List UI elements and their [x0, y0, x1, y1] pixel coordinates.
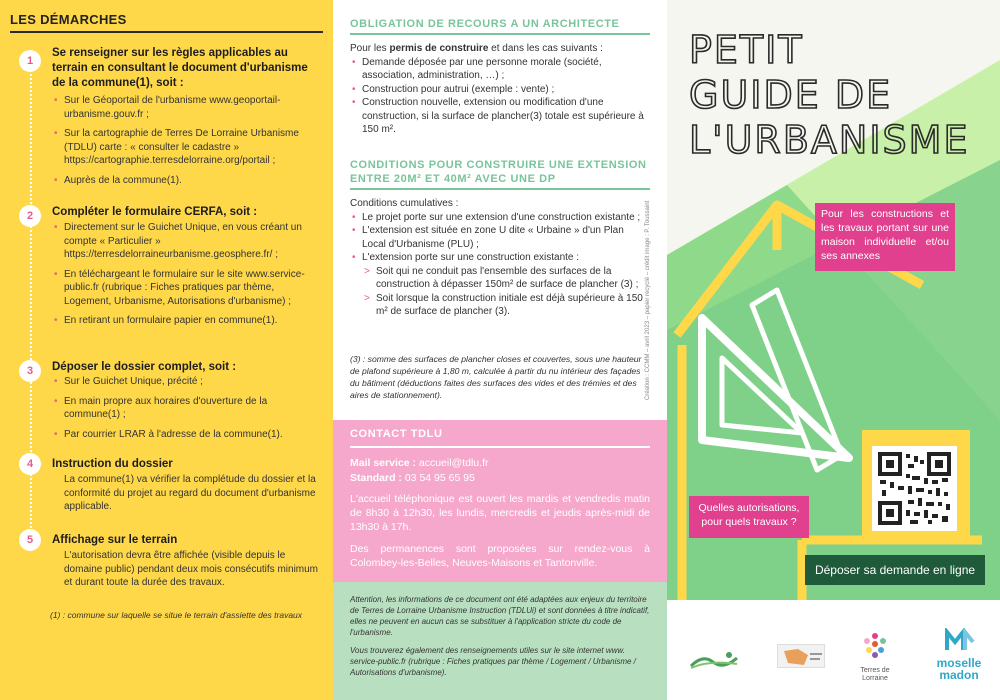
mail-link[interactable]: accueil@tdlu.fr [418, 457, 489, 469]
extension-item: • L'extension est située en zone U dite « Urbaine » d'un Plan Local d'Urbanisme (PLU) ; [350, 224, 650, 251]
step-number: 4 [19, 453, 41, 475]
contact-permanences: Des permanences sont proposées sur rendez-vous à Colombey-les-Belles, Neuves-Maisons et Tantonville. [350, 543, 650, 569]
step-number: 1 [19, 50, 41, 72]
step-title: Se renseigner sur les règles applicables au terrain en consultant le document d'urbanisme de la commune(1), soit : [52, 47, 308, 89]
step-title: Affichage sur le terrain [52, 534, 178, 546]
title-line: CONDITIONS POUR CONSTRUIRE UNE EXTENSION [350, 159, 647, 171]
logo-text: Terres de Lorraine [860, 667, 890, 682]
title-line: ENTRE 20M² ET 40M² AVEC UNE DP [350, 173, 556, 185]
title-line: PETIT [689, 28, 804, 72]
cover-title [689, 28, 969, 163]
logo-line: moselle [936, 656, 982, 670]
extension-section-body [350, 197, 650, 319]
intro-bold: permis de construire [389, 43, 489, 54]
qr-code[interactable] [872, 446, 957, 531]
phone-label: Standard : [350, 472, 402, 484]
heading-underline [10, 31, 323, 33]
step-title: Instruction du dossier [52, 458, 173, 470]
landscape-logo-icon [689, 648, 739, 670]
steps-panel [0, 0, 333, 700]
extension-item: • Le projet porte sur une extension d'une construction existante ; [350, 211, 650, 225]
step-number: 5 [19, 529, 41, 551]
title-line: L'URBANISME [689, 118, 970, 162]
step-text: L'autorisation devra être affichée (visible depuis le domaine public) pendant deux mois consécutifs minimum et durant toute la durée des travaux. [64, 550, 319, 588]
disclaimer-block [333, 582, 667, 700]
contact-block [333, 420, 667, 582]
step-item: • En retirant un formulaire papier en commune(1). [52, 314, 317, 328]
section-underline [350, 33, 650, 35]
scope-box: Pour les constructions et les travaux portant sur une maison individuelle et/ou ses annexes [815, 203, 955, 271]
architect-intro [350, 42, 650, 56]
step-list [52, 221, 317, 334]
step-number: 2 [19, 205, 41, 227]
credit-text: Création : CCMM – avril 2023 – papier recyclé – crédit image : P. Toussaint [645, 200, 651, 400]
logo-1 [689, 648, 739, 670]
architect-item: • Demande déposée par une personne morale (société, association, administration, …) ; [350, 56, 650, 83]
step-title: Compléter le formulaire CERFA, soit : [52, 206, 258, 218]
submit-online-button[interactable]: Déposer sa demande en ligne [805, 555, 985, 585]
title-line: GUIDE DE [689, 73, 893, 117]
step-number: 3 [19, 360, 41, 382]
mail-label: Mail service : [350, 457, 416, 469]
step-item: • En main propre aux horaires d'ouverture de la commune(1) ; [52, 395, 317, 422]
intro-text: et dans les cas suivants : [488, 43, 603, 54]
steps-heading: LES DÉMARCHES [10, 12, 127, 27]
contact-phone-row [350, 471, 475, 485]
architect-section-body [350, 42, 650, 137]
extension-section-title [350, 158, 647, 186]
step-item: • Par courrier LRAR à l'adresse de la commune(1). [52, 428, 317, 442]
step-item: • Sur le Géoportail de l'urbanisme www.geoportail-urbanisme.gouv.fr ; [52, 94, 317, 121]
architect-item: • Construction pour autrui (exemple : vente) ; [350, 83, 650, 97]
info-panel [333, 0, 667, 700]
step-list [52, 94, 317, 193]
intro-text: Pour les [350, 43, 390, 54]
footnote-3: (3) : somme des surfaces de plancher closes et couvertes, sous une hauteur de plafond supérieure à 1,80 m, calculée à partir du nu intérieur des façades du bâtiment (déductions faites des surfaces des vides et des trémies et des aires de stationnement). [350, 354, 642, 400]
disclaimer-text: Vous trouverez également des renseignements utiles sur le site internet www. service-public.fr (rubrique : Fiches pratiques par thème / Logement / Urbanisme / Autorisations d'urbanisme). [350, 646, 636, 677]
extension-item: • L'extension porte sur une construction existante : [350, 251, 650, 265]
logo-moselle-madon [929, 628, 989, 688]
step-item: • Sur le Guichet Unique, précité ; [52, 375, 317, 389]
logo-terres-de-lorraine [855, 630, 895, 685]
partner-logos [667, 600, 1000, 700]
section-underline [350, 188, 650, 190]
credit-vertical [645, 175, 657, 400]
phone-number[interactable]: 03 54 95 65 95 [404, 472, 475, 484]
logo-2 [777, 644, 825, 668]
step-item: • En téléchargeant le formulaire sur le site www.service-public.fr (rubrique : Fiches pratiques par thème, Logement, Urbanisme, Autorisations d'urbanisme) ; [52, 268, 317, 309]
qr-code-icon [872, 446, 957, 531]
step-item: • Auprès de la commune(1). [52, 174, 317, 188]
architect-section-title: OBLIGATION DE RECOURS A UN ARCHITECTE [350, 18, 620, 30]
logo-line: madon [939, 668, 979, 682]
architect-list [350, 56, 650, 137]
footnote-1: (1) : commune sur laquelle se situe le terrain d'assiette des travaux [50, 610, 303, 620]
extension-list [350, 211, 650, 265]
architect-item: • Construction nouvelle, extension ou modification d'une construction, si la surface de plancher(3) totale est supérieure à 150 m². [350, 96, 650, 137]
flower-logo-icon [855, 630, 895, 662]
extension-subitem: > Soit qui ne conduit pas l'ensemble des surfaces de la construction à dépasser 150m² de surface de plancher (3) ; [350, 265, 650, 292]
step-text: La commune(1) va vérifier la complétude du dossier et la conformité du projet au regard du document d'urbanisme applicable. [64, 474, 316, 512]
step-item: • Directement sur le Guichet Unique, en vous créant un compte « Particulier » https://terresdelorraineurbanisme.geosphere.fr/ ; [52, 221, 317, 262]
contact-hours: L'accueil téléphonique est ouvert les mardis et vendredis matin de 8h30 à 12h30, les lundis, mercredis et jeudis après-midi de 13h30 à 17h. [350, 493, 650, 533]
disclaimer-text: Attention, les informations de ce document ont été adaptées aux enjeux du territoire de Terres de Lorraine Urbanisme Instruction (TDLUi) et sont données à titre indicatif, elles ne peuvent en aucun cas se substituer à l'application stricte du code de l'urbanisme. [350, 595, 650, 637]
step-item: • Sur la cartographie de Terres De Lorraine Urbanisme (TDLU) carte : « consulter le cadastre » https://cartographie.terresdelorraine.org/portail ; [52, 127, 317, 168]
step-list [52, 375, 317, 447]
question-box: Quelles autorisations, pour quels travaux ? [689, 496, 809, 538]
map-logo-icon [778, 645, 826, 669]
contact-title: CONTACT TDLU [350, 428, 443, 440]
contact-underline [350, 446, 650, 448]
extension-subitem: > Soit lorsque la construction initiale est déjà supérieure à 150 m² de surface de plancher (3). [350, 292, 650, 319]
cover-panel [667, 0, 1000, 700]
m-logo-icon [929, 628, 989, 652]
contact-mail-row [350, 456, 488, 470]
extension-intro: Conditions cumulatives : [350, 198, 459, 209]
step-title: Déposer le dossier complet, soit : [52, 361, 237, 373]
